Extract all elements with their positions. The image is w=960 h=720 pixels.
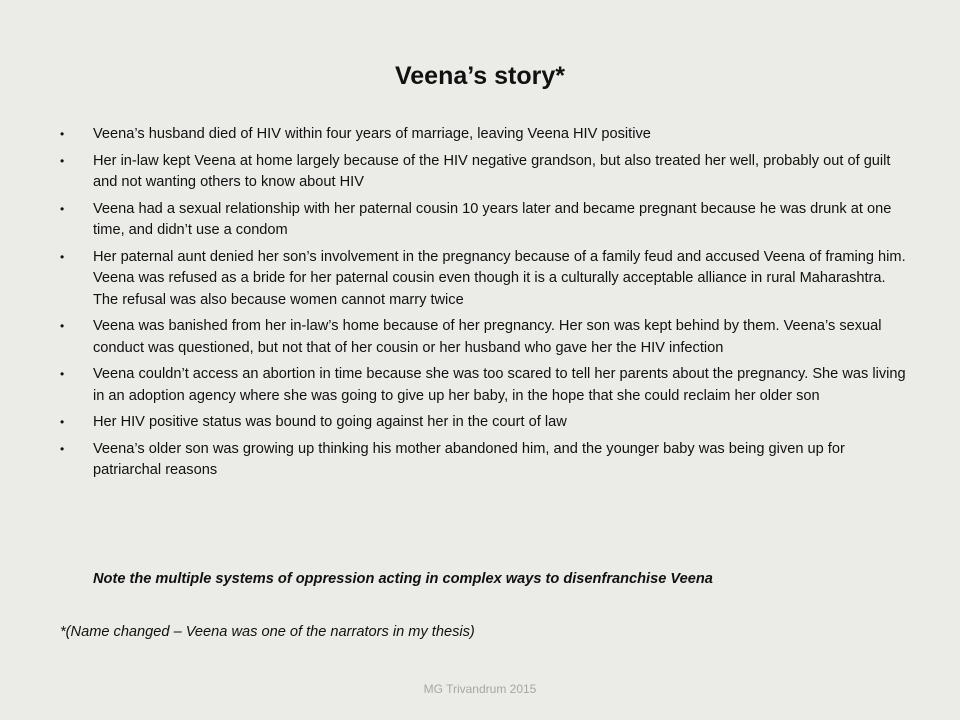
bullet-icon: • bbox=[60, 201, 65, 216]
bullet-text: Her HIV positive status was bound to going against her in the court of law bbox=[93, 414, 567, 430]
bullet-icon: • bbox=[60, 441, 65, 456]
bullet-item bbox=[60, 364, 910, 407]
bullet-item bbox=[60, 151, 910, 194]
slide-footer: MG Trivandrum 2015 bbox=[423, 682, 537, 696]
bullet-icon: • bbox=[60, 415, 65, 429]
bullet-item bbox=[60, 199, 910, 242]
bullet-icon: • bbox=[60, 319, 65, 333]
bullet-item bbox=[60, 247, 910, 312]
bullet-list bbox=[60, 124, 910, 487]
emphasis-note: Note the multiple systems of oppression acting in complex ways to disenfranchise Veena bbox=[93, 571, 713, 587]
bullet-item bbox=[60, 439, 910, 482]
bullet-text: Veena was banished from her in-law’s home because of her pregnancy. Her son was kept behind by them. Veena’s sexual conduct was questioned, but not that of her cousin or her husband who gave her the HIV infection bbox=[93, 318, 882, 356]
bullet-text: Veena’s husband died of HIV within four years of marriage, leaving Veena HIV positive bbox=[93, 126, 651, 142]
bullet-text: Veena couldn’t access an abortion in time because she was too scared to tell her parents about the pregnancy. She was living in an adoption agency where she was going to give up her baby, in the hope that she could reclaim her older son bbox=[93, 366, 906, 404]
bullet-icon: • bbox=[60, 249, 65, 264]
bullet-icon: • bbox=[60, 367, 65, 381]
bullet-item bbox=[60, 124, 910, 146]
bullet-icon: • bbox=[60, 153, 65, 168]
bullet-item bbox=[60, 316, 910, 359]
slide-title: Veena’s story* bbox=[394, 62, 565, 90]
footnote: *(Name changed – Veena was one of the narrators in my thesis) bbox=[60, 624, 475, 640]
bullet-text: Veena had a sexual relationship with her paternal cousin 10 years later and became pregnant because he was drunk at one time, and didn’t use a condom bbox=[93, 200, 892, 238]
bullet-text: Her in-law kept Veena at home largely because of the HIV negative grandson, but also treated her well, probably out of guilt and not wanting others to know about HIV bbox=[93, 152, 891, 190]
bullet-icon: • bbox=[60, 127, 65, 141]
bullet-item bbox=[60, 412, 910, 434]
bullet-text: Veena’s older son was growing up thinking his mother abandoned him, and the younger baby was being given up for patriarchal reasons bbox=[93, 440, 845, 478]
bullet-text: Her paternal aunt denied her son’s involvement in the pregnancy because of a family feud and accused Veena of framing him. Veena was refused as a bride for her paternal cousin even though it is a culturally acceptable alliance in rural Maharashtra. The refusal was also because women cannot marry twice bbox=[93, 248, 906, 308]
